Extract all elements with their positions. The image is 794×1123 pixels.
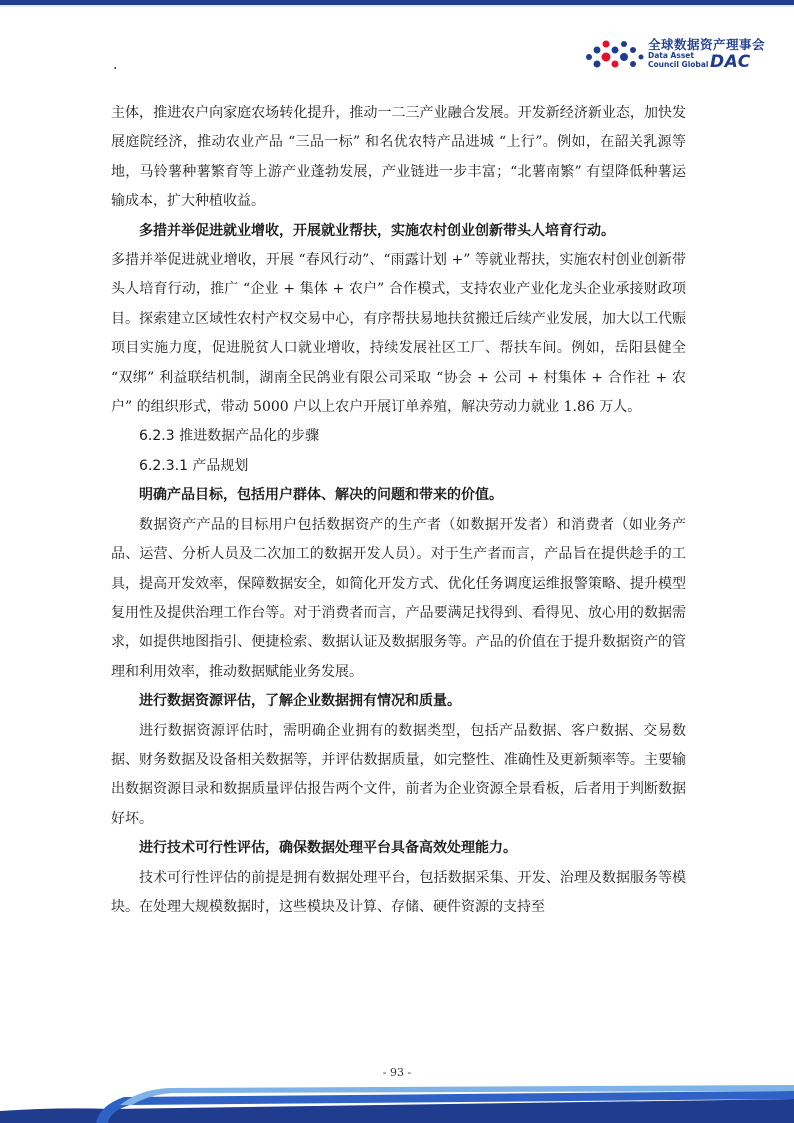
dac-logo: [584, 34, 784, 76]
body-paragraph: 进行数据资源评估时，需明确企业拥有的数据类型，包括产品数据、客户数据、交易数据、财务数据及设备相关数据等，并评估数据质量，如完整性、准确性及更新频率等。主要输出数据资源目录和数据质量评估报告两个文件，前者为企业资源全景看板，后者用于判断数据好坏。: [111, 722, 686, 827]
header-dot-marker: .: [113, 57, 118, 73]
bold-lead-sentence: 明确产品目标，包括用户群体、解决的问题和带来的价值。: [139, 487, 503, 504]
section-heading: 6.2.3 推进数据产品化的步骤: [139, 428, 320, 445]
bold-lead-sentence: 多措并举促进就业增收，开展就业帮扶，实施农村创业创新带头人培育行动。: [139, 222, 615, 239]
bold-lead-sentence: 进行技术可行性评估，确保数据处理平台具备高效处理能力。: [139, 840, 517, 857]
footer-wave-decoration: [0, 1085, 794, 1123]
dac-logo-mark-icon: [584, 36, 646, 72]
logo-english-line2: Council Global: [648, 60, 709, 69]
page-number: - 93 -: [382, 1066, 412, 1079]
document-body: [111, 99, 686, 922]
logo-abbreviation: DAC: [710, 52, 751, 72]
body-paragraph: 技术可行性评估的前提是拥有数据处理平台，包括数据采集、开发、治理及数据服务等模块。在处理大规模数据时，这些模块及计算、存储、硬件资源的支持至: [111, 869, 686, 915]
bold-lead-sentence: 进行数据资源评估，了解企业数据拥有情况和质量。: [139, 693, 461, 710]
body-paragraph: 数据资产产品的目标用户包括数据资产的生产者（如数据开发者）和消费者（如业务产品、运营、分析人员及二次加工的数据开发人员）。对于生产者而言，产品旨在提供趁手的工具，提高开发效率，保障数据安全，如简化开发方式、优化任务调度运维报警策略、提升模型复用性及提供治理工作台等。对于消费者而言，产品要满足找得到、看得见、放心用的数据需求，如提供地图指引、便捷检索、数据认证及数据服务等。产品的价值在于提升数据资产的管理和利用效率，推动数据赋能业务发展。: [111, 516, 686, 680]
subsection-heading: 6.2.3.1 产品规划: [139, 457, 249, 474]
body-paragraph: 主体，推进农户向家庭农场转化提升，推动一二三产业融合发展。开发新经济新业态，加快发展庭院经济，推动农业产品 “三品一标” 和名优农特产品进城 “上行”。例如，在韶关乳源等地，马铃薯种薯繁育等上游产业蓬勃发展，产业链进一步丰富；“北薯南繁” 有望降低种薯运输成本，扩大种植收益。: [111, 105, 686, 210]
header-stripe: [0, 5, 794, 7]
body-paragraph: 多措并举促进就业增收，开展 “春风行动”、“雨露计划 +” 等就业帮扶，实施农村创业创新带头人培育行动，推广 “企业 + 集体 + 农户” 合作模式，支持农业产业化龙头企业承接财政项目。探索建立区域性农村产权交易中心，有序帮扶易地扶贫搬迁后续产业发展，加大以工代赈项目实施力度，促进脱贫人口就业增收，持续发展社区工厂、帮扶车间。例如，岳阳县健全 “双绑” 利益联结机制，湖南全民鸽业有限公司采取 “协会 + 公司 + 村集体 + 合作社 + 农户” 的组织形式，带动 5000 户以上农户开展订单养殖，解决劳动力就业 1.86 万人。: [111, 252, 686, 416]
logo-english-name: [648, 51, 708, 69]
logo-chinese-name: 全球数据资产理事会: [648, 37, 766, 52]
logo-english-line1: Data Asset: [648, 51, 694, 60]
